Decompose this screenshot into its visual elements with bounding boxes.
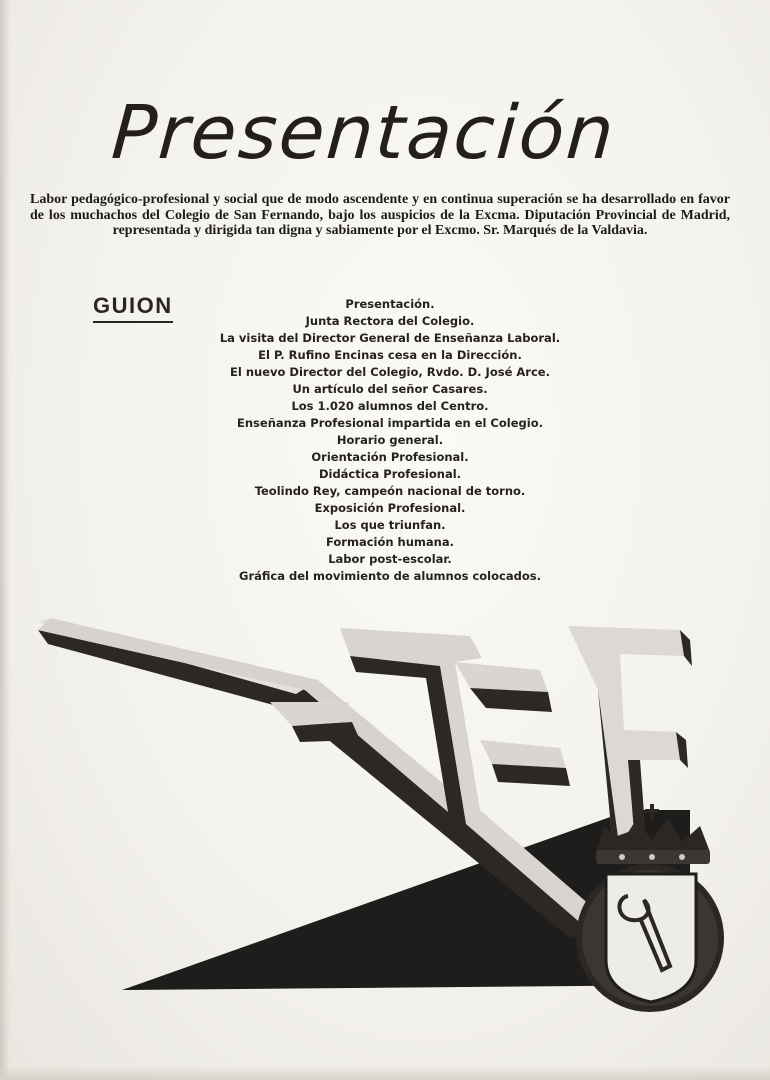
guion-item: Formación humana.	[326, 535, 454, 549]
guion-item: Junta Rectora del Colegio.	[305, 314, 475, 328]
guion-heading: GUION	[93, 293, 173, 323]
page-title: Presentación	[108, 90, 619, 176]
guion-item: Exposición Profesional.	[314, 501, 466, 515]
guion-item: Gráfica del movimiento de alumnos colocados.	[239, 569, 541, 583]
emblem-shield-icon	[576, 864, 724, 1012]
guion-item: El nuevo Director del Colegio, Rvdo. D. José Arce.	[230, 365, 550, 379]
guion-item: Horario general.	[336, 433, 444, 447]
guion-item: El P. Rufino Encinas cesa en la Dirección.	[258, 348, 522, 362]
guion-item: Orientación Profesional.	[311, 450, 469, 464]
guion-item: Didáctica Profesional.	[318, 467, 462, 481]
csf-3d-letters-emblem-icon	[0, 600, 770, 1070]
guion-list	[190, 296, 590, 585]
guion-item: Los que triunfan.	[334, 518, 446, 532]
guion-item: Enseñanza Profesional impartida en el Colegio.	[237, 416, 543, 430]
intro-paragraph: Labor pedagógico-profesional y social que de modo ascendente y en continua superación se ha desarrollado en favor de los muchachos del Colegio de San Fernando, bajo los auspicios de la Excma. Diputación Provincial de Madrid, representada y dirigida tan digna y sabiamente por el Excmo. Sr. Marqués de la Valdavia.	[30, 192, 730, 238]
guion-item: Presentación.	[345, 297, 435, 311]
guion-item: Los 1.020 alumnos del Centro.	[291, 399, 489, 413]
guion-item: Un artículo del señor Casares.	[292, 382, 488, 396]
guion-item: Labor post-escolar.	[328, 552, 452, 566]
guion-item: Teolindo Rey, campeón nacional de torno.	[254, 484, 526, 498]
guion-item: La visita del Director General de Enseñanza Laboral.	[219, 331, 561, 345]
